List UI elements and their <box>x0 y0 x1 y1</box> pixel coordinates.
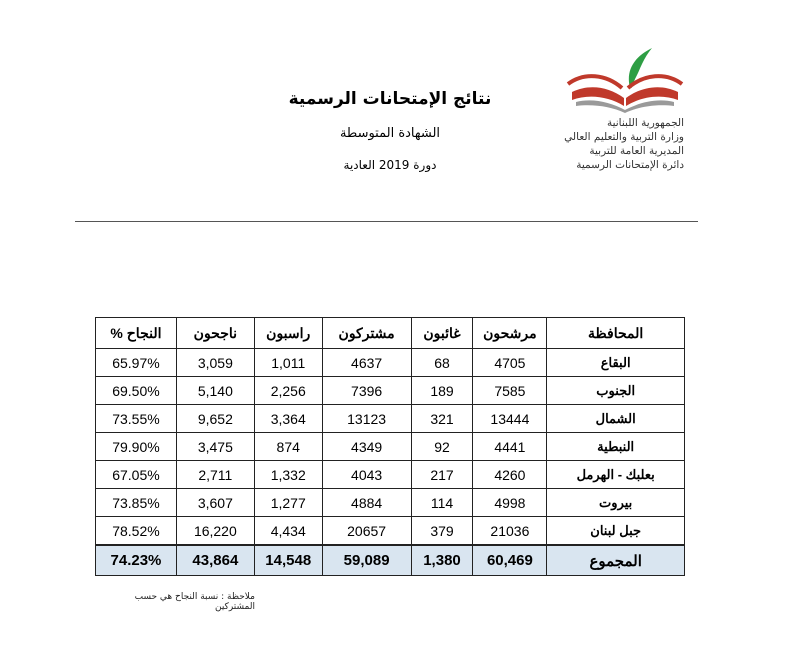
cell-pass-rate: 79.90% <box>96 433 177 461</box>
exam-session: دورة 2019 العادية <box>343 158 437 172</box>
table-row <box>96 461 685 489</box>
cell-governorate: بعلبك - الهرمل <box>547 461 685 489</box>
table-row <box>96 489 685 517</box>
cell-failed: 874 <box>254 433 322 461</box>
col-header-participants: مشتركون <box>322 318 411 349</box>
footnote: ملاحظة : نسبة النجاح هي حسب المشتركين <box>134 592 255 612</box>
cell-failed: 4,434 <box>254 517 322 546</box>
cell-failed: 1,011 <box>254 349 322 377</box>
cell-passed: 3,607 <box>176 489 254 517</box>
cell-absent: 68 <box>411 349 473 377</box>
certificate-name: الشهادة المتوسطة <box>339 126 441 141</box>
cell-pass-rate: 69.50% <box>96 377 177 405</box>
cell-passed: 3,059 <box>176 349 254 377</box>
col-header-pass-rate: النجاح % <box>96 318 177 349</box>
cell-absent: 321 <box>411 405 473 433</box>
total-candidates: 60,469 <box>473 545 547 576</box>
total-label: المجموع <box>547 545 685 576</box>
cell-pass-rate: 78.52% <box>96 517 177 546</box>
cell-candidates: 21036 <box>473 517 547 546</box>
cell-passed: 2,711 <box>176 461 254 489</box>
cell-governorate: الشمال <box>547 405 685 433</box>
col-header-candidates: مرشحون <box>473 318 547 349</box>
cell-candidates: 4441 <box>473 433 547 461</box>
header-divider <box>75 221 698 222</box>
cell-governorate: الجنوب <box>547 377 685 405</box>
cell-passed: 16,220 <box>176 517 254 546</box>
report-header <box>270 86 510 174</box>
col-header-governorate: المحافظة <box>547 318 685 349</box>
cell-participants: 20657 <box>322 517 411 546</box>
table-row <box>96 433 685 461</box>
cell-participants: 4637 <box>322 349 411 377</box>
cell-candidates: 7585 <box>473 377 547 405</box>
col-header-passed: ناجحون <box>176 318 254 349</box>
total-pass-rate: 74.23% <box>96 545 177 576</box>
ministry-logo <box>560 44 690 189</box>
cell-participants: 13123 <box>322 405 411 433</box>
cell-failed: 3,364 <box>254 405 322 433</box>
table-row <box>96 377 685 405</box>
cell-participants: 4884 <box>322 489 411 517</box>
cell-candidates: 4260 <box>473 461 547 489</box>
logo-line-2: وزارة التربية والتعليم العالي <box>564 131 684 143</box>
cell-passed: 5,140 <box>176 377 254 405</box>
total-passed: 43,864 <box>176 545 254 576</box>
cell-failed: 1,332 <box>254 461 322 489</box>
cell-governorate: البقاع <box>547 349 685 377</box>
results-table <box>95 317 685 576</box>
cell-governorate: النبطية <box>547 433 685 461</box>
total-participants: 59,089 <box>322 545 411 576</box>
cell-candidates: 4998 <box>473 489 547 517</box>
cell-absent: 114 <box>411 489 473 517</box>
cell-absent: 379 <box>411 517 473 546</box>
table-row <box>96 405 685 433</box>
cell-failed: 2,256 <box>254 377 322 405</box>
cell-candidates: 13444 <box>473 405 547 433</box>
cell-governorate: بيروت <box>547 489 685 517</box>
cell-passed: 3,475 <box>176 433 254 461</box>
table-total-row <box>96 545 685 576</box>
cell-absent: 189 <box>411 377 473 405</box>
logo-line-3: المديرية العامة للتربية <box>589 145 684 157</box>
cell-failed: 1,277 <box>254 489 322 517</box>
cell-pass-rate: 65.97% <box>96 349 177 377</box>
cell-passed: 9,652 <box>176 405 254 433</box>
logo-line-4: دائرة الإمتحانات الرسمية <box>576 159 684 171</box>
cell-participants: 4349 <box>322 433 411 461</box>
open-book-icon <box>566 44 684 114</box>
cell-absent: 92 <box>411 433 473 461</box>
table-row <box>96 517 685 546</box>
cell-participants: 4043 <box>322 461 411 489</box>
cell-candidates: 4705 <box>473 349 547 377</box>
cell-pass-rate: 73.85% <box>96 489 177 517</box>
logo-line-1: الجمهورية اللبنانية <box>606 117 684 129</box>
cell-pass-rate: 67.05% <box>96 461 177 489</box>
cell-absent: 217 <box>411 461 473 489</box>
cell-participants: 7396 <box>322 377 411 405</box>
cell-governorate: جبل لبنان <box>547 517 685 546</box>
table-row <box>96 349 685 377</box>
cell-pass-rate: 73.55% <box>96 405 177 433</box>
total-failed: 14,548 <box>254 545 322 576</box>
total-absent: 1,380 <box>411 545 473 576</box>
table-header-row <box>96 318 685 349</box>
col-header-absent: غائبون <box>411 318 473 349</box>
col-header-failed: راسبون <box>254 318 322 349</box>
page-title: نتائج الإمتحانات الرسمية <box>288 89 492 109</box>
